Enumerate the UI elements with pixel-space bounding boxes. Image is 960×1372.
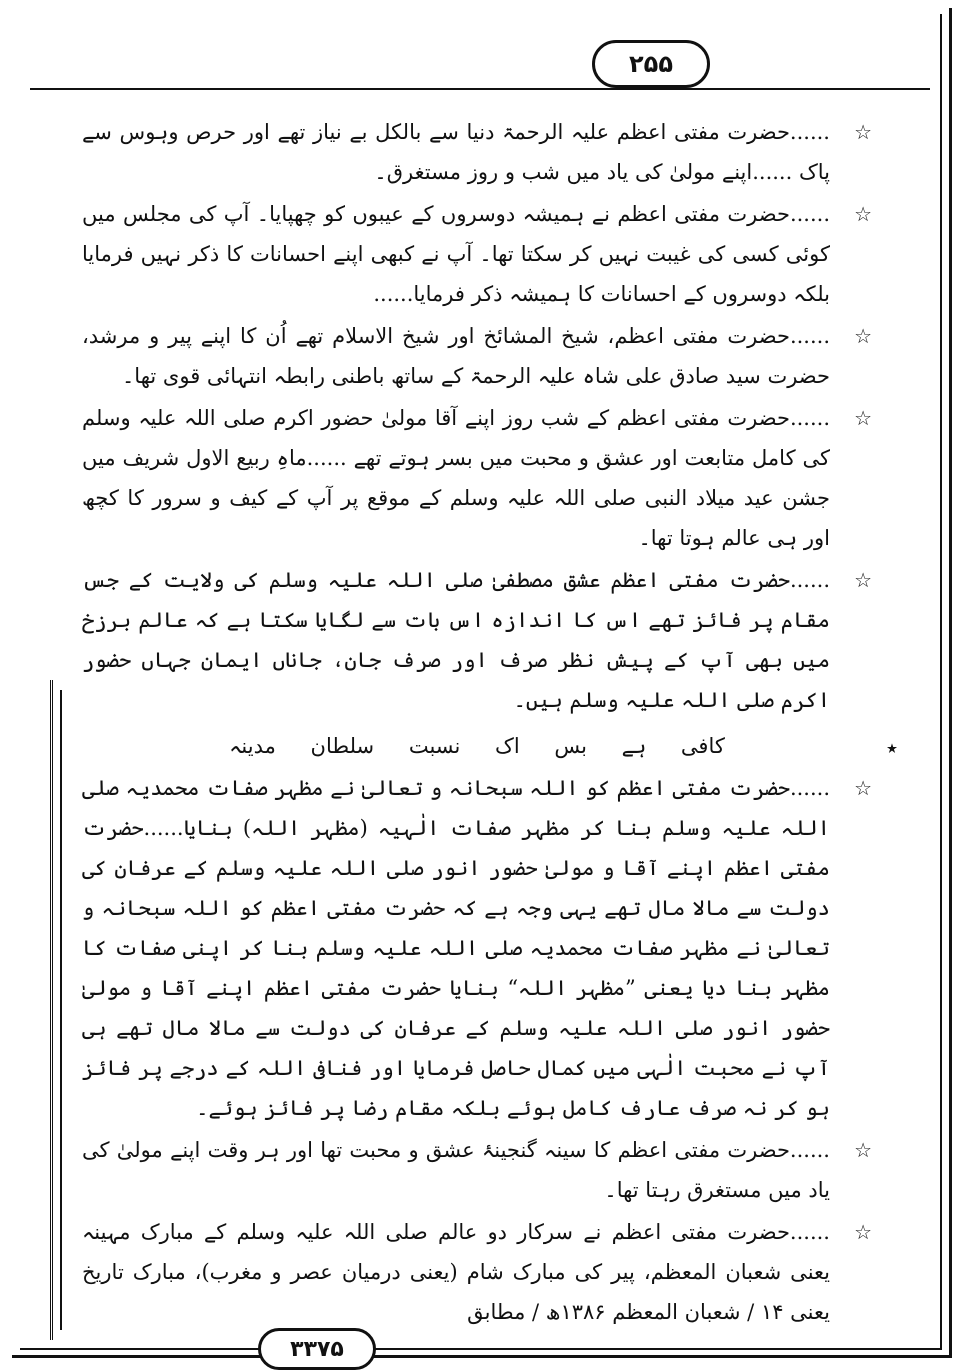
side-mark: ٭ (886, 736, 898, 761)
bullet-item-1 (82, 112, 872, 192)
page-border-left-inner (60, 690, 64, 1330)
bullet-item-2 (82, 194, 872, 314)
item-text: ......حضرت مفتی اعظم، شیخ المشائخ اور شیخ الاسلام تھے اُن کا اپنے پیر و مرشد، حضرت سید صادق علی شاہ علیہ الرحمۃ کے ساتھ باطنی رابطہ انتہائی قوی تھا۔ (82, 324, 830, 388)
poetry-verse: کافی ہے بس اک نسبت سلطان مدینہ (229, 734, 725, 758)
item-text: ......حضرت مفتی اعظم کا سینہ گنجینۂ عشق و محبت تھا اور ہر وقت اپنے مولیٰ کی یاد میں مستغرق رہتا تھا۔ (82, 1138, 830, 1202)
star-icon: ☆ (854, 776, 872, 800)
item-text: ......حضرت مفتی اعظم نے سرکار دو عالم صلی اللہ علیہ وسلم کے مبارک مہینہ یعنی شعبان المعظم، پیر کی مبارک شام (یعنی درمیان عصر و مغرب)، مبارک تاریخ یعنی ۱۴ / شعبان المعظم ۱۳۸۶ھ / مطابق (82, 1220, 830, 1324)
bottom-page-number: ۳۳۷۵ (258, 1328, 376, 1370)
item-text: ......حضرت مفتی اعظم عشق مصطفیٰ صلی اللہ علیہ وسلم کی ولایت کے جس مقام پر فائز تھے اس کا اندازہ اس بات سے لگایا سکتا ہے کہ عالم برزخ میں بھی آپ کے پیش نظر صرف اور صرف جان، جاناں ایمان جہاں حضور اکرم صلی اللہ علیہ وسلم ہیں۔ (82, 568, 830, 712)
star-icon: ☆ (854, 1220, 872, 1244)
item-text: ......حضرت مفتی اعظم کے شب روز اپنے آقا مولیٰ حضور اکرم صلی اللہ علیہ وسلم کی کامل متابعت اور عشق و محبت میں بسر ہوتے تھے ......ماہِ ربیع الاول شریف میں جشن عید میلاد النبی صلی اللہ علیہ وسلم کے موقع پر آپ کے کیف و سرور کا کچھ اور ہی عالم ہوتا تھا۔ (82, 406, 830, 550)
item-text: ......حضرت مفتی اعظم کو اللہ سبحانہ و تعالیٰ نے مظہر صفات محمدیہ صلی اللہ علیہ وسلم بنا کر مظہر صفات الٰہیہ (مظہر اللہ) بنایا......حضرت مفتی اعظم اپنے آقا و مولیٰ حضور انور صلی اللہ علیہ وسلم کے عرفان کی دولت سے مالا مال تھے یہی وجہ ہے کہ حضرت مفتی اعظم کو اللہ سبحانہ و تعالیٰ نے مظہر صفات محمدیہ صلی اللہ علیہ وسلم بنا کر اپنی صفات کا مظہر بنا دیا یعنی ”مظہر اللہ“ بنایا حضرت مفتی اعظم اپنے آقا و مولیٰ حضور انور صلی اللہ علیہ وسلم کے عرفان کی دولت سے مالا مال تھے ہی آپ نے محبت الٰہی میں کمال حاصل فرمایا اور فنافی اللہ کے درجے پر فائز ہو کر نہ صرف عارف کامل ہوئے بلکہ مقام رضا پر فائز ہوئے۔ (82, 776, 830, 1120)
item-text: ......حضرت مفتی اعظم نے ہمیشہ دوسروں کے عیبوں کو چھپایا۔ آپ کی مجلس میں کوئی کسی کی غیبت نہیں کر سکتا تھا۔ آپ نے کبھی اپنے احسانات کا ذکر نہیں فرمایا بلکہ دوسروں کے احسانات کا ہمیشہ ذکر فرمایا...... (82, 202, 830, 306)
header-rule (30, 88, 930, 90)
star-icon: ☆ (854, 568, 872, 592)
bullet-item-5 (82, 560, 872, 720)
top-page-number: ۲۵۵ (592, 40, 710, 88)
star-icon: ☆ (854, 324, 872, 348)
bullet-item-4 (82, 398, 872, 558)
bullet-item-7 (82, 1130, 872, 1210)
star-icon: ☆ (854, 1138, 872, 1162)
page-content (82, 112, 872, 1334)
bullet-item-6 (82, 768, 872, 1128)
page-border-left (50, 680, 56, 1340)
star-icon: ☆ (854, 202, 872, 226)
star-icon: ☆ (854, 406, 872, 430)
bullet-item-8 (82, 1212, 872, 1332)
item-text: ......حضرت مفتی اعظم علیہ الرحمۃ دنیا سے بالکل بے نیاز تھے اور حرص وہوس سے پاک ......اپنے مولیٰ کی یاد میں شب و روز مستغرق۔ (82, 120, 830, 184)
bullet-item-3 (82, 316, 872, 396)
star-icon: ☆ (854, 120, 872, 144)
